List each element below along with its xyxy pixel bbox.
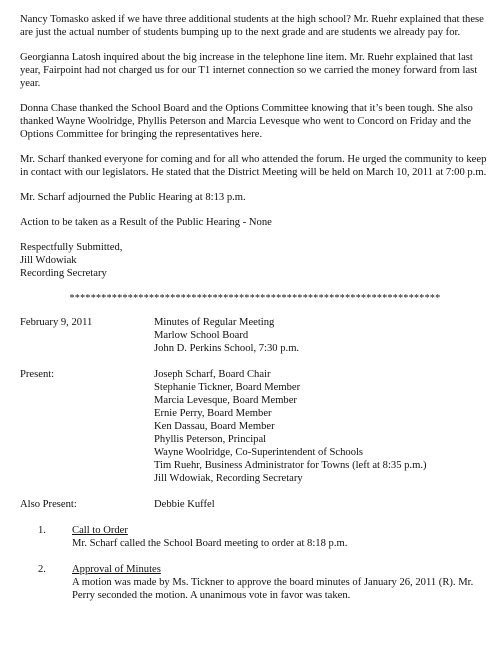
also-present-label: Also Present: (20, 499, 77, 510)
also-present-name: Debbie Kuffel (154, 499, 215, 510)
present-label: Present: (20, 369, 55, 380)
signature-title: Recording Secretary (20, 268, 107, 279)
present-section (20, 368, 490, 485)
paragraph-tomasko: Nancy Tomasko asked if we have three additional students at the high school? Mr. Ruehr explained that these are just the actual number of students bumping up to the next grade and are students we already pay for. (20, 14, 484, 38)
signature-closing: Respectfully Submitted, (20, 242, 123, 253)
agenda-item-title: Approval of Minutes (72, 564, 161, 575)
also-present-section (20, 498, 490, 511)
document-page (20, 13, 490, 602)
present-name: Ken Dassau, Board Member (154, 421, 275, 432)
paragraph-scharf-thanks: Mr. Scharf thanked everyone for coming and for all who attended the forum. He urged the community to keep in contact with our legislators. He stated that the District Meeting will be held on March 10, 2011 at 7:00 p.m. (20, 154, 487, 178)
signature-name: Jill Wdowiak (20, 255, 77, 266)
present-list (154, 368, 490, 485)
present-name: Tim Ruehr, Business Administrator for Towns (left at 8:35 p.m.) (154, 460, 427, 471)
present-name: Stephanie Tickner, Board Member (154, 382, 301, 393)
meeting-header (20, 316, 490, 355)
agenda-item-text: A motion was made by Ms. Tickner to approve the board minutes of January 26, 2011 (R). Mr. Perry seconded the motion. A unanimous vote in favor was taken. (72, 577, 474, 601)
meeting-board: Marlow School Board (154, 330, 249, 341)
paragraph-latosh: Georgianna Latosh inquired about the big increase in the telephone line item. Mr. Ruehr explained that last year, Fairpoint had not charged us for our T1 internet connection so we carried the money forward from last year. (20, 52, 478, 89)
agenda-item-text: Mr. Scharf called the School Board meeting to order at 8:18 p.m. (72, 538, 348, 549)
agenda-item-call-to-order (20, 524, 490, 550)
meeting-date: February 9, 2011 (20, 317, 93, 328)
agenda-item-approval-of-minutes (20, 563, 490, 602)
paragraph-chase: Donna Chase thanked the School Board and the Options Committee knowing that it’s been tough. She also thanked Wayne Woolridge, Phyllis Peterson and Marcia Levesque who went to Concord on Friday and the Options Committee for bringing the representatives here. (20, 103, 473, 140)
present-name: Joseph Scharf, Board Chair (154, 369, 271, 380)
paragraph-action: Action to be taken as a Result of the Public Hearing - None (20, 217, 272, 228)
agenda-item-number: 2. (38, 564, 46, 575)
present-name: Jill Wdowiak, Recording Secretary (154, 473, 303, 484)
meeting-location: John D. Perkins School, 7:30 p.m. (154, 343, 300, 354)
present-name: Marcia Levesque, Board Member (154, 395, 297, 406)
present-name: Ernie Perry, Board Member (154, 408, 272, 419)
section-separator: ********************************************************************** (69, 293, 441, 304)
agenda-item-number: 1. (38, 525, 46, 536)
present-name: Phyllis Peterson, Principal (154, 434, 267, 445)
present-name: Wayne Woolridge, Co-Superintendent of Schools (154, 447, 364, 458)
paragraph-adjourned: Mr. Scharf adjourned the Public Hearing at 8:13 p.m. (20, 192, 246, 203)
signature-block (20, 241, 490, 280)
agenda-item-title: Call to Order (72, 525, 128, 536)
meeting-title: Minutes of Regular Meeting (154, 317, 275, 328)
